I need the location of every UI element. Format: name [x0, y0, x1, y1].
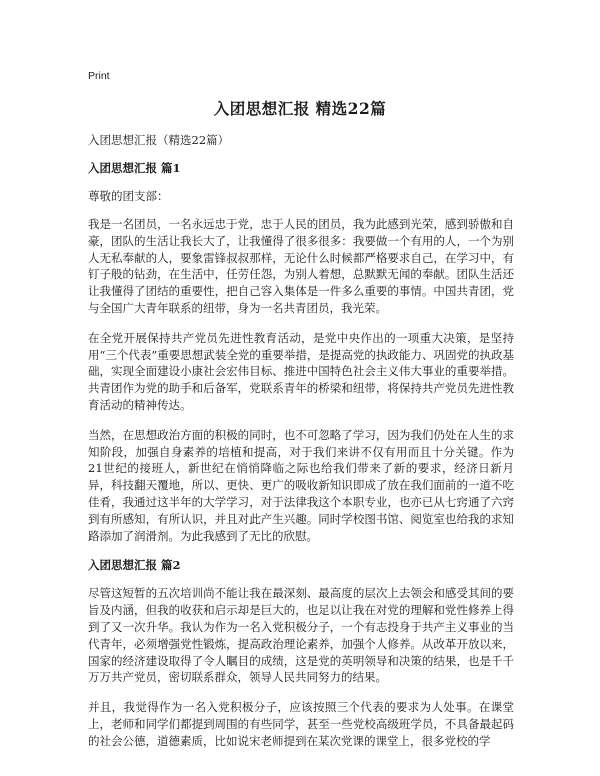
paragraph: 尽管这短暂的五次培训尚不能让我在最深刻、最高度的层次上去领会和感受其间的要旨及内涵，但我的收获和启示却是巨大的，也足以让我在对党的理解和党性修养上得到了又一次升华。我认为作为一名入党积极分子，一个有志投身于共产主义事业的当代青年，必须增强党性锻炼，提高政治理论素养，加强个人修养。从改革开放以来，国家的经济建设取得了令人瞩目的成绩，这是党的英明领导和决策的结果，也是千千万万共产党员，密切联系群众，领导人民共同努力的结果。 — [88, 586, 514, 685]
document-subtitle: 入团思想汇报（精选22篇） — [88, 133, 230, 147]
section-heading: 入团思想汇报 篇2 — [88, 558, 181, 573]
document-body — [88, 132, 514, 763]
print-label[interactable]: Print — [88, 70, 110, 82]
paragraph: 在全党开展保持共产党员先进性教育活动，是党中央作出的一项重大决策，是坚持用“三个代表”重要思想武装全党的重要举措，是提高党的执政能力、巩固党的执政基础，实现全面建设小康社会宏伟目标、推进中国特色社会主义伟大事业的重要举措。共青团作为党的助手和后备军，党联系青年的桥梁和纽带，将保持共产党员先进性教育活动的精神传达。 — [88, 330, 514, 412]
greeting: 尊敬的团支部： — [88, 189, 169, 203]
paragraph: 我是一名团员，一名永远忠于党，忠于人民的团员，我为此感到光荣，感到骄傲和自豪，团队的生活让我长大了，让我懂得了很多很多：我要做一个有用的人，一个为别人无私奉献的人，要象雷锋叔叔那样，无论什么时候都严格要求自己，在学习中，有钉子般的钻劲，在生活中，任劳任怨，为别人着想，总默默无闻的奉献。团队生活还让我懂得了团结的重要性，把自己容入集体是一件多么重要的事情。中国共青团，党与全国广大青年联系的纽带，身为一名共青团员，我光荣。 — [88, 217, 514, 315]
paragraph: 并且，我觉得作为一名入党积极分子，应该按照三个代表的要求为人处事。在课堂上，老师和同学们都提到周围的有些同学，甚至一些党校高级班学员，不具备最起码的社会公德，道德素质，比如说宋老师提到在某次党课的课堂上，很多党校的学 — [88, 700, 514, 748]
document-title: 入团思想汇报 精选22篇 — [213, 99, 387, 118]
paragraph: 当然，在思想政治方面的积极的同时，也不可忽略了学习，因为我们仍处在人生的求知阶段，加强自身素养的培植和提高，对于我们来讲不仅有用而且十分关键。作为21世纪的接班人，新世纪在悄悄降临之际也给我们带来了新的要求，经济日新月异，科技翻天覆地，所以、更快、更广的吸收新知识即成了放在我们面前的一道不吃佳肴，我通过这半年的大学学习，对于法律我这个本职专业，也亦已从七窍通了六窍到有所感知，有所认识，并且对此产生兴趣。同时学校图书馆、阅览室也给我的求知路添加了润滑剂。为此我感到了无比的欣慰。 — [88, 427, 514, 543]
section-heading: 入团思想汇报 篇1 — [88, 161, 181, 175]
